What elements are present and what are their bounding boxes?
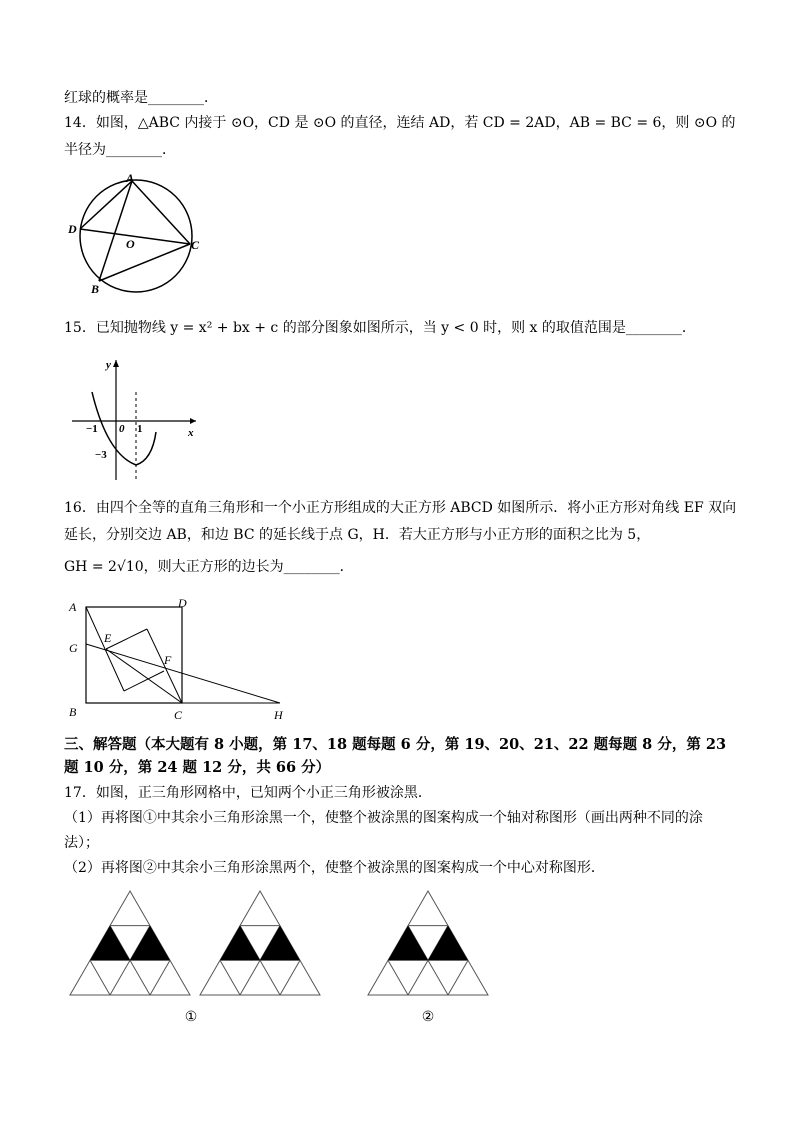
question-16-text-cont2: GH = 2√10，则大正方形的边长为________． — [64, 559, 354, 575]
point-label-g: G — [69, 641, 78, 655]
figure-label-1: ① — [184, 1010, 198, 1025]
tick-label-neg1: −1 — [86, 423, 98, 435]
point-label-d: D — [178, 596, 187, 610]
question-17-part1: （1）再将图①中其余小三角形涂黑一个，使整个被涂黑的图案构成一个轴对称图形（画出两种不同的涂 — [64, 810, 703, 826]
section-3-heading: 三、解答题（本大题有 8 小题，第 17、18 题每题 6 分，第 19、20、21、22 题每题 8 分，第 23 — [64, 736, 727, 753]
point-label-e: E — [104, 631, 112, 645]
point-label-a: A — [69, 600, 77, 614]
question-16-text-cont: 延长，分别交边 AB，和边 BC 的延长线于点 G，H．若大正方形与小正方形的面积之比为 5， — [64, 527, 651, 543]
figure-label-2: ② — [421, 1010, 435, 1025]
point-label-a: A — [126, 171, 135, 185]
tick-label-1: 1 — [137, 423, 143, 435]
question-17-text: 17．如图，正三角形网格中，已知两个小正三角形被涂黑． — [64, 785, 432, 801]
point-label-c: C — [191, 238, 200, 252]
question-17-part1-cont: 法）； — [64, 835, 99, 851]
axis-label-x: x — [188, 427, 194, 439]
question-14-text-cont: 半径为________． — [64, 142, 176, 158]
axis-label-y: y — [106, 359, 111, 371]
grid-2 — [200, 891, 320, 995]
question-15-text: 15．已知抛物线 y = x² + bx + c 的部分图象如图所示，当 y < 0 时，则 x 的取值范围是________． — [64, 320, 696, 336]
grid-3 — [368, 891, 488, 995]
point-label-b: B — [69, 705, 77, 719]
point-label-o: O — [126, 237, 135, 251]
grid-1 — [70, 891, 190, 995]
origin-label: 0 — [119, 423, 125, 435]
tick-label-neg3: −3 — [95, 449, 107, 461]
line-answer-prob: 红球的概率是________． — [64, 90, 218, 106]
figure-17-triangle-grids — [60, 885, 500, 1030]
figure-15-parabola — [64, 350, 204, 485]
question-14-text: 14．如图，△ABC 内接于 ⊙O，CD 是 ⊙O 的直径，连结 AD，若 CD = 2AD，AB = BC = 6，则 ⊙O 的 — [64, 115, 736, 131]
figure-14-circle — [64, 170, 214, 300]
question-16-text: 16．由四个全等的直角三角形和一个小正方形组成的大正方形 ABCD 如图所示．将小正方形对角线 EF 双向 — [64, 500, 737, 516]
point-label-c: C — [174, 708, 183, 722]
point-label-d: D — [68, 222, 77, 236]
section-3-heading-cont: 题 10 分，第 24 题 12 分，共 66 分） — [64, 759, 331, 776]
figure-16-squares — [64, 595, 294, 725]
point-label-h: H — [274, 708, 283, 722]
question-17-part2: （2）再将图②中其余小三角形涂黑两个，使整个被涂黑的图案构成一个中心对称图形． — [64, 860, 605, 876]
point-label-b: B — [91, 282, 100, 296]
point-label-f: F — [164, 653, 172, 667]
